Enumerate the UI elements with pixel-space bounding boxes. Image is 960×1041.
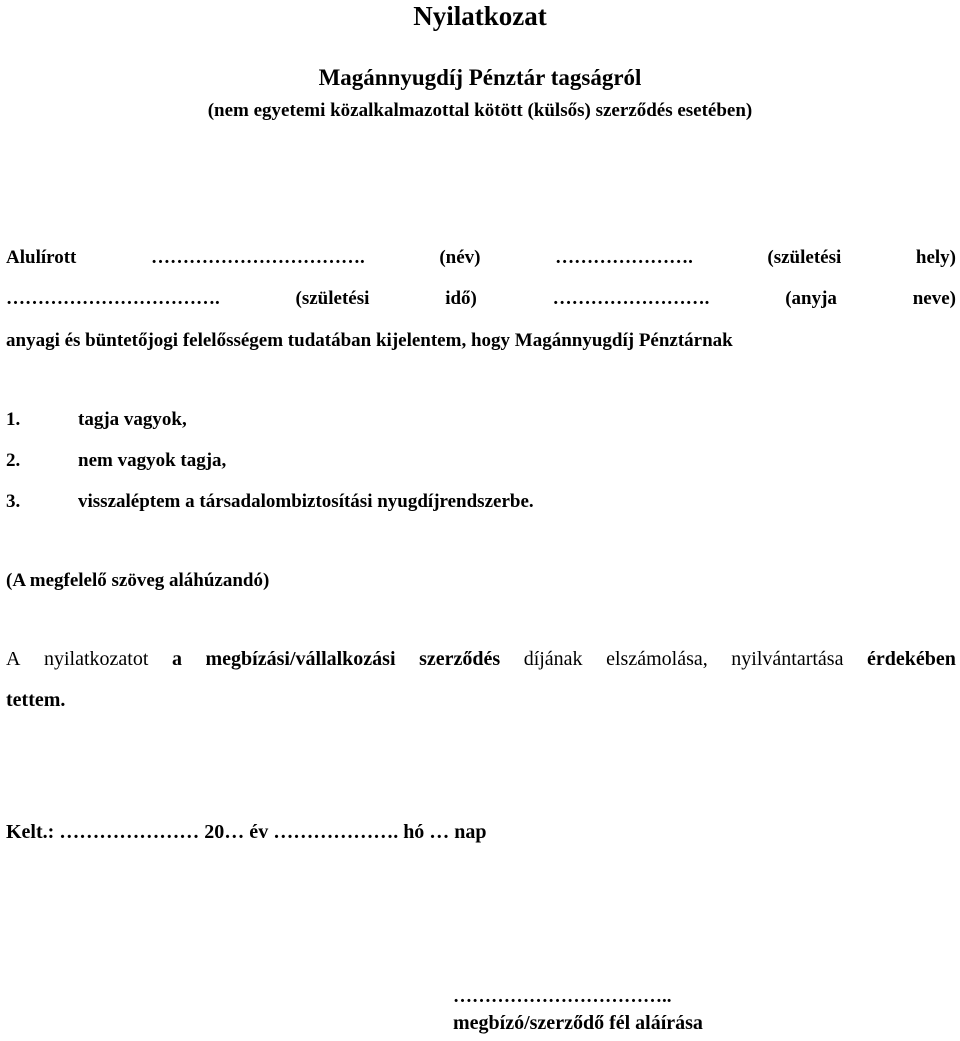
declaration-word: (születési	[295, 288, 370, 309]
purpose-word: a	[171, 648, 182, 670]
option-text: tagja vagyok,	[78, 409, 187, 430]
purpose-word: nyilvántartása	[731, 648, 844, 670]
option-item	[6, 409, 187, 431]
birthdate-blank: …………………….	[552, 288, 710, 309]
declaration-word: idő)	[445, 288, 477, 309]
signature-label: megbízó/szerződő fél aláírása	[453, 1012, 703, 1034]
purpose-word: A	[6, 648, 21, 670]
purpose-word: elszámolása,	[606, 648, 708, 670]
declaration-word: (születési	[767, 247, 842, 268]
declaration-word: (név)	[439, 247, 481, 268]
declaration-word: neve)	[912, 288, 956, 309]
birthplace-fill-blank: …………………………….	[6, 288, 220, 309]
purpose-word: érdekében	[867, 648, 956, 670]
signature-line: ……………………………..	[453, 986, 672, 1007]
document-subtitle: Magánnyugdíj Pénztár tagságról	[318, 65, 642, 90]
declaration-word: Alulírott	[6, 247, 77, 268]
document-subnote: (nem egyetemi közalkalmazottal kötött (külsős) szerződés esetében)	[207, 100, 753, 121]
birthplace-blank: ………………….	[555, 247, 693, 268]
document-title: Nyilatkozat	[413, 1, 547, 31]
date-line: Kelt.: ………………… 20… év ………………. hó … nap	[6, 821, 487, 843]
option-text: visszaléptem a társadalombiztosítási nyugdíjrendszerbe.	[78, 491, 534, 512]
option-number: 3.	[6, 491, 21, 512]
declaration-word: hely)	[915, 247, 956, 268]
option-number: 2.	[6, 450, 21, 471]
option-number: 1.	[6, 409, 21, 430]
option-item	[6, 491, 534, 513]
option-item	[6, 450, 226, 472]
purpose-word: megbízási/vállalkozási	[205, 648, 396, 670]
declaration-row-3: anyagi és büntetőjogi felelősségem tudatában kijelentem, hogy Magánnyugdíj Pénztárnak	[6, 330, 733, 351]
purpose-word: szerződés	[419, 648, 501, 670]
purpose-word: díjának	[523, 648, 583, 670]
purpose-continuation: tettem.	[6, 689, 66, 711]
declaration-row-2	[6, 288, 956, 310]
name-blank: …………………………….	[150, 247, 365, 268]
purpose-paragraph	[6, 648, 956, 671]
declaration-row-1	[6, 247, 956, 269]
declaration-word: (anyja	[785, 288, 837, 309]
option-text: nem vagyok tagja,	[78, 450, 227, 471]
purpose-word: nyilatkozatot	[44, 648, 149, 670]
instruction-note: (A megfelelő szöveg aláhúzandó)	[6, 570, 270, 591]
